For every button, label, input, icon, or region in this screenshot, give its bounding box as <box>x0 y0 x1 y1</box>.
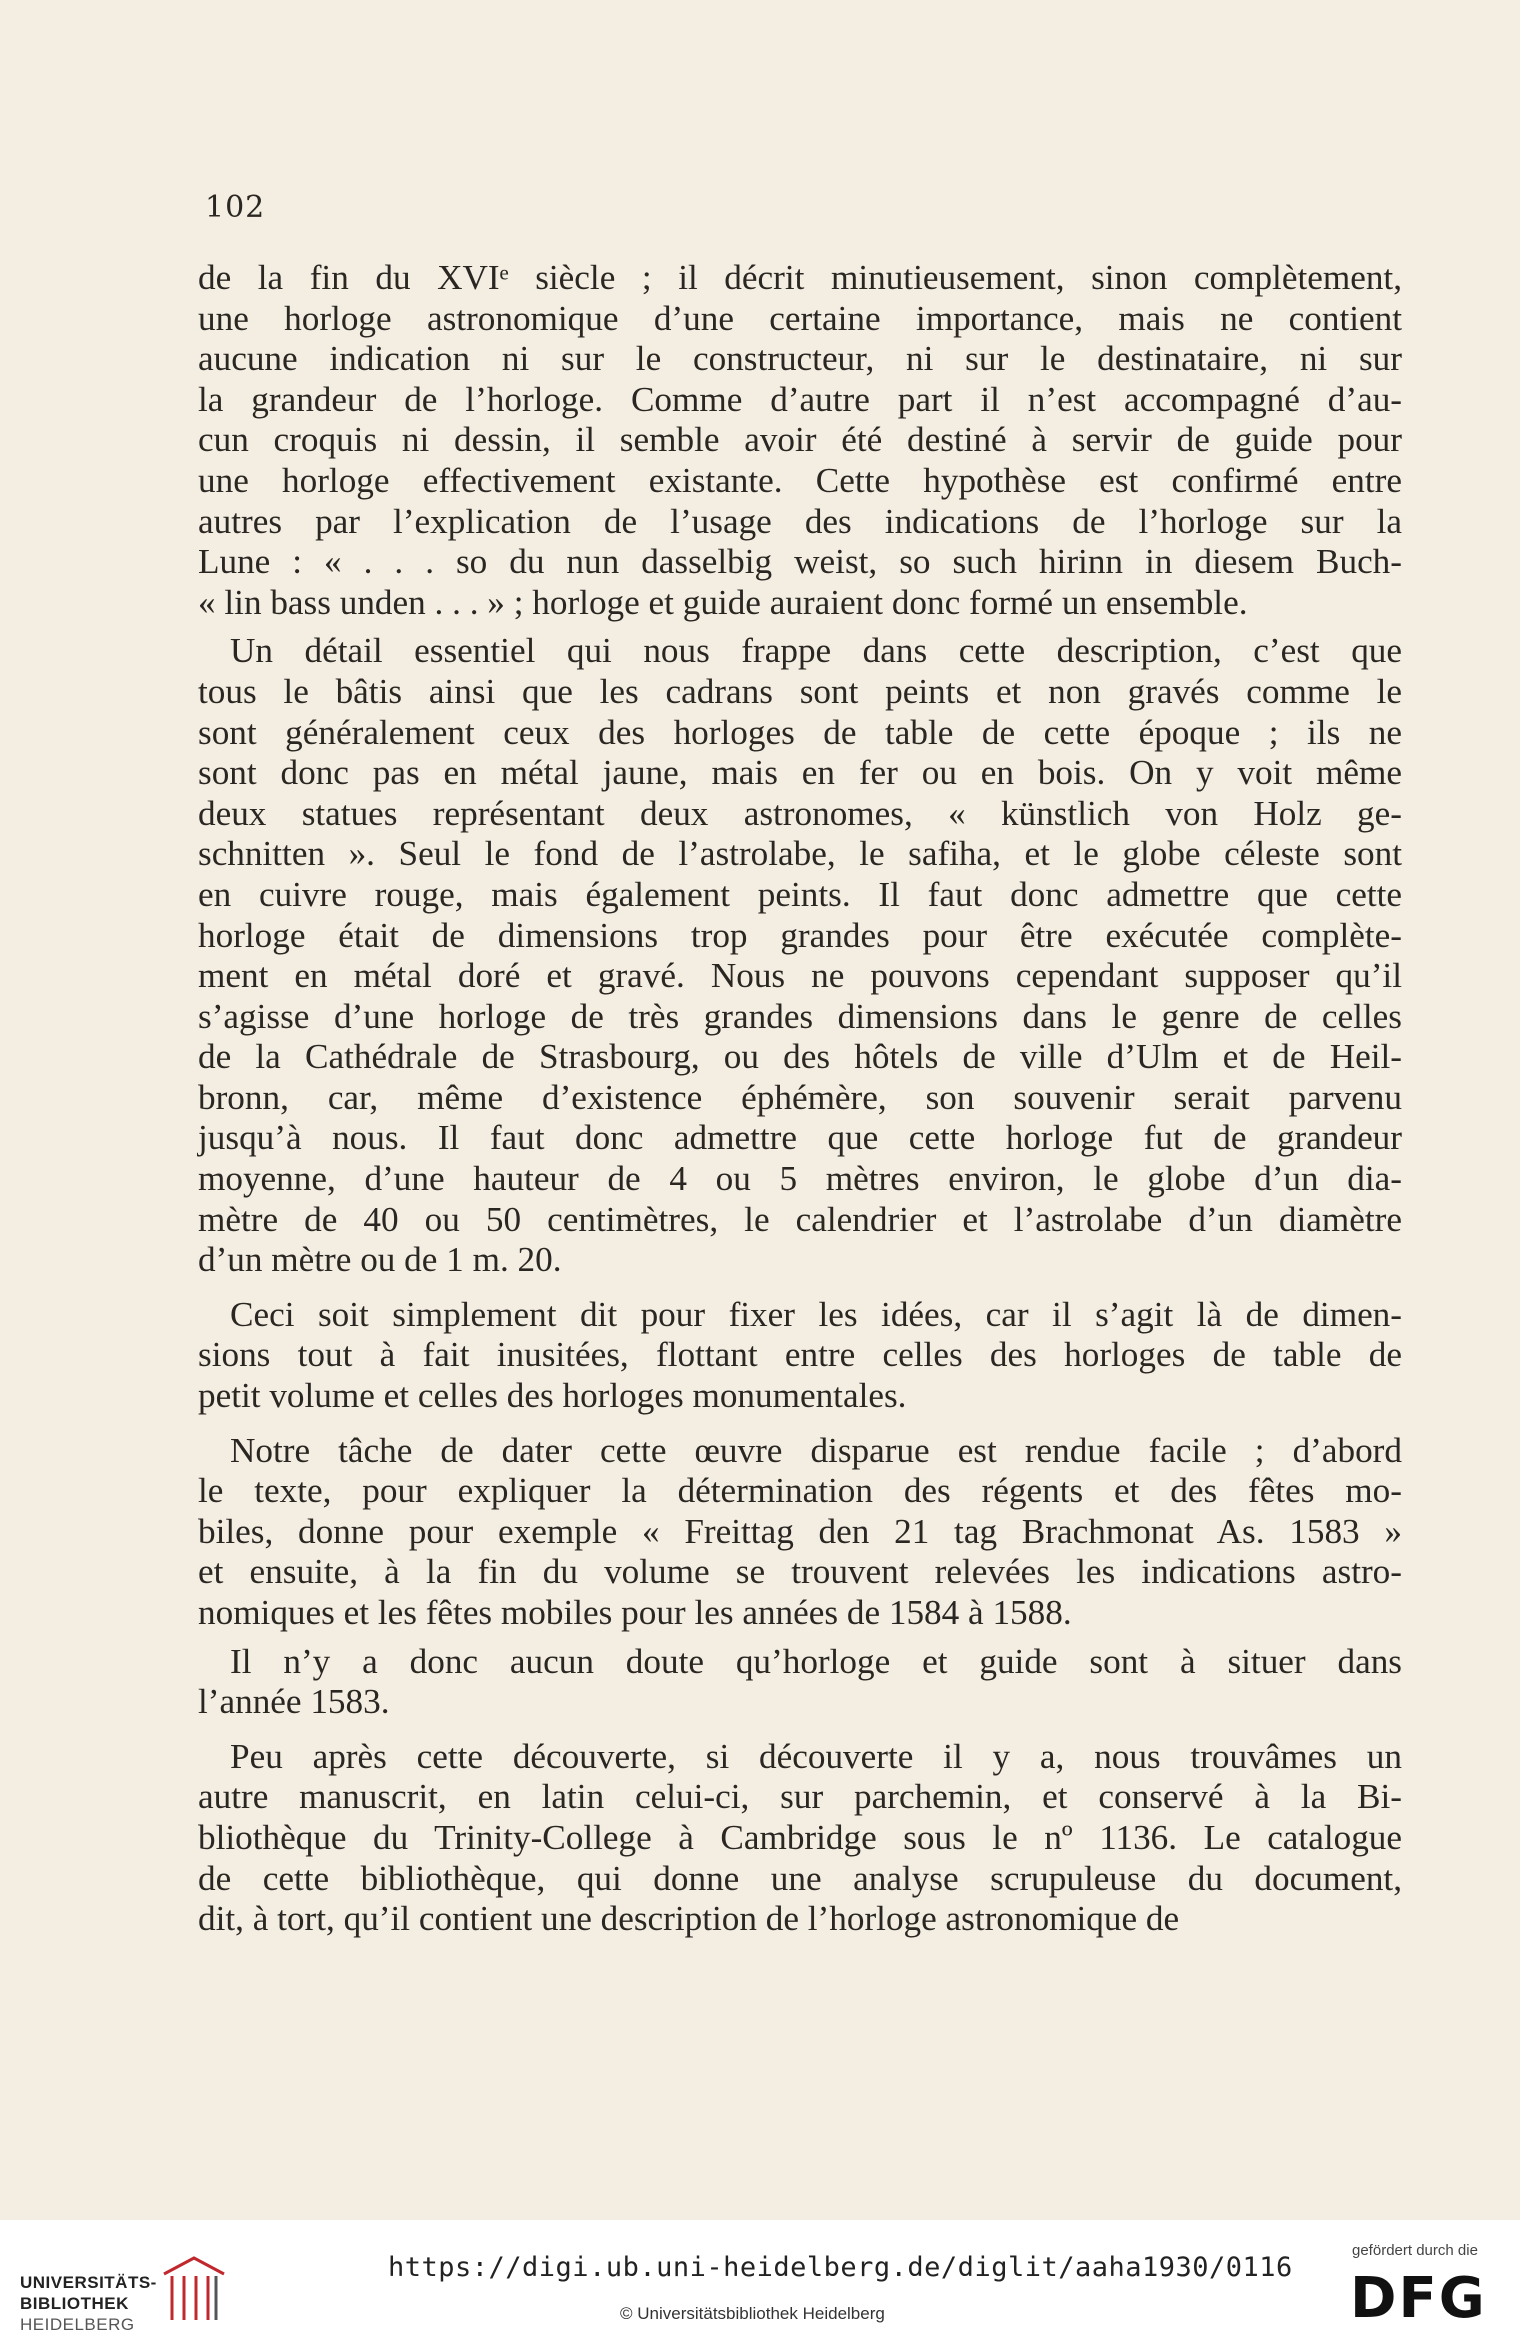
text-line: bliothèque du Trinity-College à Cambridge sous le nº 1136. Le catalogue <box>198 1817 1402 1857</box>
text-line: jusqu’à nous. Il faut donc admettre que cette horloge fut de grandeur <box>198 1118 1402 1158</box>
text-line: Ceci soit simplement dit pour fixer les idées, car il s’agit là de dimen- <box>230 1294 1402 1334</box>
text-line: Un détail essentiel qui nous frappe dans cette description, c’est que <box>230 631 1402 671</box>
text-line: aucune indication ni sur le constructeur, ni sur le destinataire, ni sur <box>198 339 1402 379</box>
text-line: deux statues représentant deux astronomes, « künstlich von Holz ge- <box>198 793 1402 833</box>
library-name-line2: BIBLIOTHEK <box>20 2294 129 2313</box>
text-line: biles, donne pour exemple « Freittag den 21 tag Brachmonat As. 1583 » <box>198 1511 1402 1551</box>
text-line: et ensuite, à la fin du volume se trouvent relevées les indications astro- <box>198 1552 1402 1592</box>
copyright-notice: © Universitätsbibliothek Heidelberg <box>620 2304 885 2323</box>
paragraph-5 <box>198 1642 1402 1723</box>
text-line: bronn, car, même d’existence éphémère, son souvenir serait parvenu <box>198 1077 1402 1117</box>
text-line: petit volume et celles des horloges monumentales. <box>198 1376 907 1416</box>
text-line: nomiques et les fêtes mobiles pour les années de 1584 à 1588. <box>198 1593 1072 1632</box>
library-logo[interactable] <box>20 2272 157 2335</box>
text-line: autres par l’explication de l’usage des indications de l’horloge sur la <box>198 501 1402 541</box>
paragraph-2 <box>198 631 1402 1281</box>
text-line: en cuivre rouge, mais également peints. Il faut donc admettre que cette <box>198 874 1402 914</box>
text-line: Il n’y a donc aucun doute qu’horloge et guide sont à situer dans <box>230 1641 1402 1681</box>
text-line: Notre tâche de dater cette œuvre disparue est rendue facile ; d’abord <box>230 1430 1402 1470</box>
text-line: Peu après cette découverte, si découverte il y a, nous trouvâmes un <box>230 1736 1402 1776</box>
text-line: s’agisse d’une horloge de très grandes dimensions dans le genre de celles <box>198 996 1402 1036</box>
permalink-url[interactable]: https://digi.ub.uni-heidelberg.de/diglit/aaha1930/0116 <box>388 2252 1293 2283</box>
text-line: sont généralement ceux des horloges de table de cette époque ; ils ne <box>198 712 1402 752</box>
paragraph-6 <box>198 1737 1402 1940</box>
text-line: ment en métal doré et gravé. Nous ne pouvons cependant supposer qu’il <box>198 956 1402 996</box>
library-emblem-icon <box>158 2254 230 2324</box>
text-line: la grandeur de l’horloge. Comme d’autre part il n’est accompagné d’au- <box>198 379 1402 419</box>
page-number: 102 <box>205 190 266 225</box>
dfg-logo[interactable]: DFG <box>1350 2266 1487 2331</box>
text-line: une horloge astronomique d’une certaine importance, mais ne contient <box>198 298 1402 338</box>
text-line: schnitten ». Seul le fond de l’astrolabe, le safiha, et le globe céleste sont <box>198 834 1402 874</box>
text-line: « lin bass unden . . . » ; horloge et guide auraient donc formé un ensemble. <box>198 582 1248 622</box>
text-line: dit, à tort, qu’il contient une description de l’horloge astronomique de <box>198 1899 1180 1939</box>
paragraph-1 <box>198 258 1402 623</box>
library-name-line1: UNIVERSITÄTS- <box>20 2273 157 2292</box>
text-line: cun croquis ni dessin, il semble avoir été destiné à servir de guide pour <box>198 420 1402 460</box>
text-line: moyenne, d’une hauteur de 4 ou 5 mètres environ, le globe d’un dia- <box>198 1159 1402 1199</box>
text-line: une horloge effectivement existante. Cette hypothèse est confirmé entre <box>198 460 1402 500</box>
text-line: horloge était de dimensions trop grandes pour être exécutée complète- <box>198 915 1402 955</box>
text-line: autre manuscrit, en latin celui-ci, sur parchemin, et conservé à la Bi- <box>198 1777 1402 1817</box>
text-line: mètre de 40 ou 50 centimètres, le calendrier et l’astrolabe d’un diamètre <box>198 1199 1402 1239</box>
text-line: de cette bibliothèque, qui donne une analyse scrupuleuse du document, <box>198 1858 1402 1898</box>
text-line: le texte, pour expliquer la détermination des régents et des fêtes mo- <box>198 1471 1402 1511</box>
text-line: tous le bâtis ainsi que les cadrans sont peints et non gravés comme le <box>198 671 1402 711</box>
text-line: d’un mètre ou de 1 m. 20. <box>198 1240 562 1280</box>
paragraph-4 <box>198 1431 1402 1634</box>
text-line: de la Cathédrale de Strasbourg, ou des hôtels de ville d’Ulm et de Heil- <box>198 1037 1402 1077</box>
text-line: sions tout à fait inusitées, flottant entre celles des horloges de table de <box>198 1335 1402 1375</box>
library-name-line3: HEIDELBERG <box>20 2315 135 2334</box>
text-line: l’année 1583. <box>198 1682 390 1722</box>
text-line: Lune : « . . . so du nun dasselbig weist, so such hirinn in diesem Buch- <box>198 542 1402 582</box>
sponsor-note: gefördert durch die <box>1352 2242 1478 2259</box>
paragraph-3 <box>198 1295 1402 1417</box>
body-text <box>198 258 1402 1940</box>
text-line: sont donc pas en métal jaune, mais en fer ou en bois. On y voit même <box>198 753 1402 793</box>
text-line: de la fin du XVIᵉ siècle ; il décrit minutieusement, sinon complètement, <box>198 258 1402 297</box>
footer-bar <box>0 2220 1520 2349</box>
